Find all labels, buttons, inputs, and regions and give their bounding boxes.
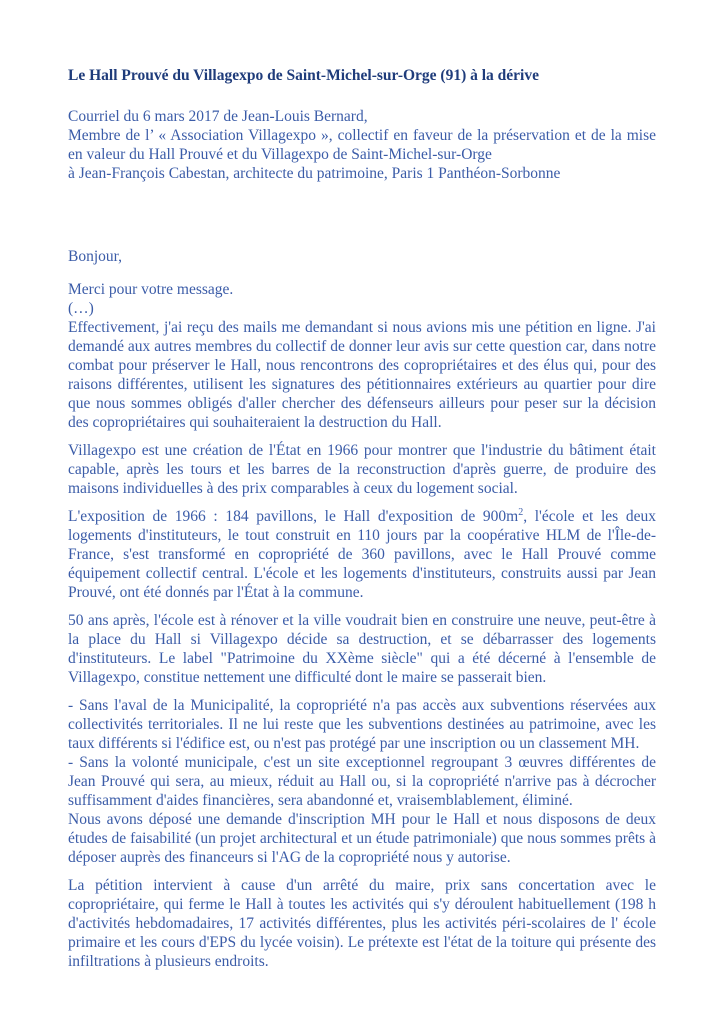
paragraph-50-ans-apres: 50 ans après, l'école est à rénover et la ville voudrait bien en construire une neuve, peut-être à la place du Hall si Villagexpo décide sa destruction, et se débarrasser des logements d'instituteurs. Le label "Patrimoine du XXème siècle" qui a été décerné à l'ensemble de Villagexpo, constitue nettement une difficulté dont le maire se passerait bien. xyxy=(68,612,656,686)
paragraph-villagexpo-creation: Villagexpo est une création de l'État en 1966 pour montrer que l'industrie du bâtiment était capable, après les tours et les barres de la reconstruction d'après guerre, de produire des maisons individuelles à des prix comparables à ceux du logement social. xyxy=(68,442,656,497)
exposition-text-before-sup: L'exposition de 1966 : 184 pavillons, le Hall d'exposition de 900m xyxy=(68,508,519,525)
document-title: Le Hall Prouvé du Villagexpo de Saint-Michel-sur-Orge (91) à la dérive xyxy=(68,67,539,84)
bullet-sans-volonte-municipale: - Sans la volonté municipale, c'est un site exceptionnel regroupant 3 œuvres différentes de Jean Prouvé qui sera, au mieux, réduit au Hall ou, si la copropriété n'arrive pas à décrocher suffisamment d'aides financières, sera abandonné et, vraisemblablement, éliminé. xyxy=(68,754,656,809)
header-line-recipient: à Jean-François Cabestan, architecte du patrimoine, Paris 1 Panthéon-Sorbonne xyxy=(68,165,561,182)
bullet-sans-aval-municipalite: - Sans l'aval de la Municipalité, la copropriété n'a pas accès aux subventions réservées aux collectivités territoriales. Il ne lui reste que les subventions destinées au patrimoine, avec les taux différents si l'édifice est, ou n'est pas protégé par une inscription ou un classement MH. xyxy=(68,697,656,752)
exposition-text-after-sup: , l'école et les deux logements d'instituteurs, le tout construit en 110 jours par la coopérative HLM de l'Île-de-France, s'est transformé en copropriété de 360 pavillons, avec le Hall Prouvé comme équipement collectif central. L'école et les logements d'instituteurs, construits aussi par Jean Prouvé, ont été donnés par l'État à la commune. xyxy=(68,508,656,601)
header-line-sender: Courriel du 6 mars 2017 de Jean-Louis Bernard, xyxy=(68,108,368,125)
header-line-association: Membre de l’ « Association Villagexpo », collectif en faveur de la préservation et de la mise en valeur du Hall Prouvé et du Villagexpo de Saint-Michel-sur-Orge xyxy=(68,127,656,163)
bullet-block xyxy=(68,696,656,867)
thanks-line: Merci pour votre message. xyxy=(68,281,234,298)
paragraph-petition-context: Effectivement, j'ai reçu des mails me demandant si nous avions mis une pétition en ligne. J'ai demandé aux autres membres du collectif de donner leur avis sur cette question car, dans notre combat pour préserver le Hall, nous rencontrons des copropriétaires et des élus qui, pour des raisons différentes, utilisent les signatures des pétitionnaires extérieurs au quartier pour dire que nous sommes obligés d'aller chercher des défenseurs ailleurs pour peser sur la décision des copropriétaires qui souhaiteraient la destruction du Hall. xyxy=(68,319,656,431)
paragraph-exposition-1966 xyxy=(68,507,656,602)
greeting-line: Bonjour, xyxy=(68,248,123,265)
letter-header xyxy=(68,107,656,183)
square-meter-superscript: 2 xyxy=(518,506,524,518)
paragraph-demande-inscription-mh: Nous avons déposé une demande d'inscription MH pour le Hall et nous disposons de deux études de faisabilité (un projet architectural et un étude patrimoniale) que nous sommes prêts à déposer auprès des financeurs si l'AG de la copropriété nous y autorise. xyxy=(68,811,656,866)
ellipsis-line: (…) xyxy=(68,300,94,317)
paragraph-petition-arrete-maire: La pétition intervient à cause d'un arrêté du maire, prix sans concertation avec le copropriétaire, qui ferme le Hall à toutes les activités qui s'y déroulent habituellement (198 h d'activités hebdomadaires, 17 activités différentes, plus les activités péri-scolaires de l' école primaire et les cours d'EPS du lycée voisin). Le prétexte est l'état de la toiture qui présente des infiltrations à plusieurs endroits. xyxy=(68,877,656,970)
